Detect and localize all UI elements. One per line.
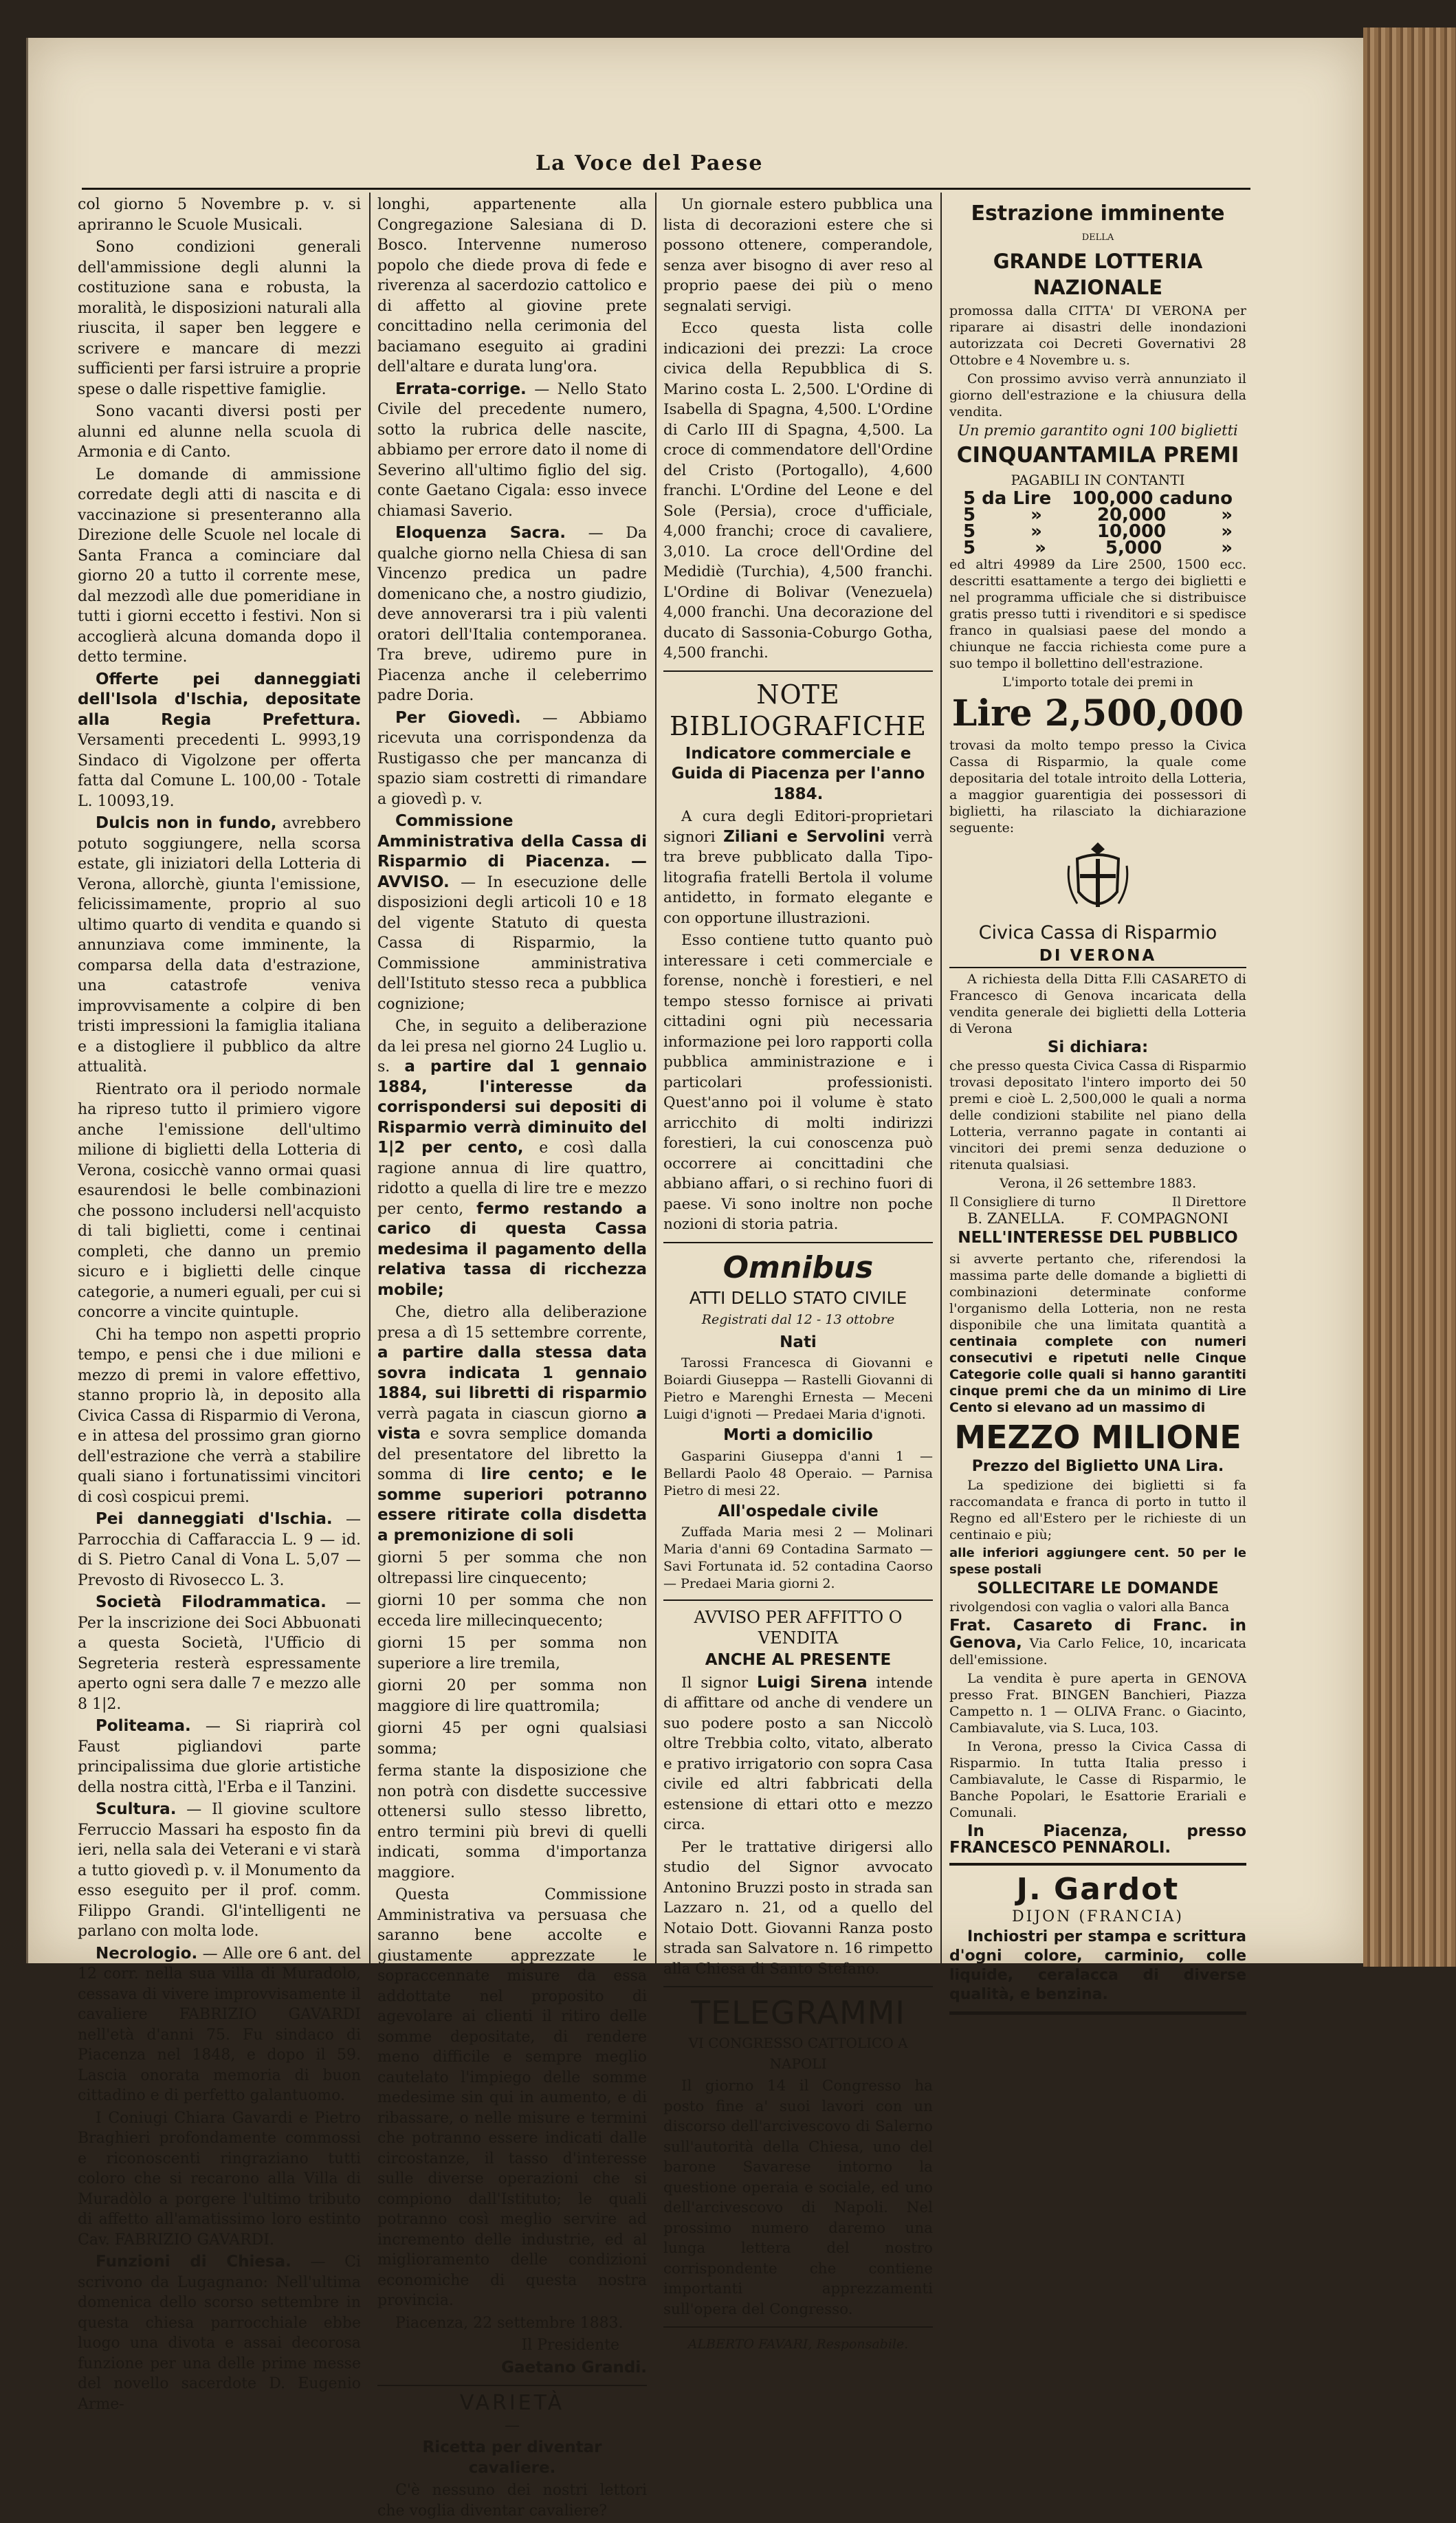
article-heading: Società Filodrammatica. [96,1593,327,1611]
article-heading: Ricetta per diventar cavaliere. [422,2438,602,2477]
ad-subheading: SOLLECITARE LE DOMANDE [977,1580,1219,1597]
article-paragraph: C'è nessuno dei nostri lettori che voglia diventar cavaliere? [377,2482,647,2520]
article-text: Versamenti precedenti L. 9993,19 Sindaco di Vigolzone per offerta fatta dal Comune L. 100,00 - Totale L. 10093,19. [78,732,361,810]
ad-text: Con prossimo avviso verrà annunziato il giorno dell'estrazione e la chiusura della vendita. [949,371,1246,419]
article-paragraph: col giorno 5 Novembre p. v. si apriranno le Scuole Musicali. [78,196,361,234]
ad-emphasis: Frat. Casareto di Franc. in Genova, [949,1617,1246,1652]
signatory-title: Il Direttore [1171,1194,1246,1210]
binding-edge [1363,28,1456,1967]
section-rule [663,1599,933,1601]
article-emphasis: a partire dal 1 gennaio 1884, l'interesse da corrispondersi sui depositi di Risparmio verrà diminuito del 1|2 per cento, [377,1058,647,1157]
column-divider [655,193,657,1967]
masthead-title: La Voce del Paese [536,151,764,175]
prize-mark: » [1221,505,1233,525]
ad-big-heading: J. Gardot [1016,1872,1180,1907]
prize-value: 10,000 [1096,521,1167,542]
ad-text: si avverte pertanto che, riferendosi la massima parte delle domande a biglietti di combinazioni determinate conforme l'organismo della Lotteria, non ne resta disponibile che una limitata quantità a [949,1252,1246,1333]
ad-heading: CINQUANTAMILA PREMI [956,443,1239,468]
ad-emphasis: In Piacenza, presso FRANCESCO PENNAROLI. [949,1822,1246,1857]
article-heading: Funzioni di Chiesa. [96,2253,291,2271]
section-rule [949,967,1246,968]
prize-value: 20,000 [1096,505,1167,525]
signatory-name: B. ZANELLA. [967,1210,1066,1227]
section-heading: VARIETÀ [459,2391,565,2415]
ad-subheading: DIJON (FRANCIA) [1012,1908,1184,1925]
section-rule [663,670,933,672]
prize-mark: » [1030,505,1042,525]
article-heading: Errata-corrige. [395,380,527,398]
article-paragraph: Questa Commissione Amministrativa va persuasa che saranno bene accolte e giustamente apprezzate le sopraccennate misure da essa addottate nel proposito di agevolare ai clienti il ritiro delle somme depositate, di rendere meno difficile e sempre meglio cautelato l'impiego delle somme medesime sin qui in aumento, e di ribassare, o nelle misure e termini che potranno essere indicati dalle circostanze, il tasso d'interesse sulle diverse operazioni che si compiono dall'Istituto; le quali potranno così meglio servire ad incremento delle industrie, ed al miglioramento delle condizioni economiche di questa nostra provincia. [377,1886,647,2309]
section-rule [949,1863,1246,1866]
article-paragraph: Ecco questa lista colle indicazioni dei prezzi: La croce civica della Repubblica di S. Marino costa L. 2,500. L'Ordine di Isabella di Spagna, 4,500. L'Ordine di Carlo III di Spagna, 4,500. La croce di commendatore dell'Ordine del Cristo (Portogallo), 4,600 franchi. L'Ordine del Leone e del Sole (Persia), croce d'ufficiale, 4,000 franchi; croce di cavaliere, 3,010. La croce dell'Ordine del Medidiè (Turchia), 4,500 franchi. L'Ordine di Bolivar (Venezuela) 4,000 franchi. Una decorazione del ducato di Sassonia-Coburgo Gotha, 4,500 franchi. [663,320,933,662]
coat-of-arms-icon [1063,838,1132,921]
article-text: — Si riaprirà col Faust pigliandovi parte principalissima due glorie artistiche della nostra città, l'Erba e il Tanzini. [78,1718,361,1796]
article-text: — Alle ore 6 ant. del 12 corr. nella sua villa di Muradolo, cessava di vivere improvvisamente il cavaliere FABRIZIO GAVARDI nell'età d'anni 75. Fu sindaco di Piacenza nel 1848, e dopo il 59. Lascia onorata memoria di buon cittadino e di perfetto galantuomo. [78,1945,361,2104]
subsection-label: Nati [780,1333,817,1351]
article-emphasis: Luigi Sirena [756,1673,868,1692]
subsection-note: Registrati dal 12 - 13 ottobre [701,1312,895,1327]
prize-count: 5 [963,538,976,558]
tier-line: giorni 5 per somma che non oltrepassi lire cinquecento; [377,1549,647,1587]
signatory-name: Gaetano Grandi. [501,2358,647,2377]
section-rule [663,1986,933,1987]
column-4-ads [949,195,1246,2022]
prize-count: 5 da Lire [963,488,1052,509]
article-text: e sovra semplice domanda del presentatore del libretto la somma di [377,1426,648,1483]
article-text: verrà tra breve pubblicato dalla Tipo-litografia fratelli Bertola il volume antidetto, in formato elegante e con opportune illustrazioni. [663,828,933,927]
ad-text: A richiesta della Ditta F.lli CASARETO di Francesco di Genova incaricata della vendita generale dei biglietti della Lotteria di Verona [949,972,1246,1036]
article-paragraph: Sono condizioni generali dell'ammissione degli alunni la costituzione sana e robusta, la moralità, le disposizioni naturali alla riuscita, il saper ben leggere e scrivere e mancare di mezzi sufficienti per farsi istruire a proprie spese o dalle rispettive famiglie. [78,239,361,398]
ad-text: che presso questa Civica Cassa di Risparmio trovasi depositato l'intero importo dei 50 premi e cioè L. 2,500,000 le quali a norma delle condizioni stabilite nel piano della Lotteria, verranno pagate in contanti ai vincitori dei premi senza deduzione o ritenuta qualsiasi. [949,1058,1246,1172]
section-rule [663,1242,933,1243]
prize-value: 100,000 caduno [1072,488,1233,509]
ad-big-amount: Lire 2,500,000 [951,692,1244,734]
prize-row [949,523,1246,540]
tier-line: giorni 20 per somma non maggiore di lire quattromila; [377,1677,647,1715]
section-dash: — [505,2416,520,2434]
article-text: — Nello Stato Civile del precedente numero, sotto la rubrica delle nascite, abbiamo per errore dato il nome di Severino all'ultimo figlio del sig. conte Gaetano Cigala: esso invece chiamasi Saverio. [377,380,647,520]
article-paragraph: Un giornale estero pubblica una lista di decorazioni estere che si possono ottenere, comperandole, senza aver bisogno di aver reso al proprio paese dei più o meno segnalati servigi. [663,196,933,315]
subsection-label: All'ospedale civile [718,1502,879,1520]
notice-date: Piacenza, 22 settembre 1883. [395,2314,624,2332]
signatory-name: F. COMPAGNONI [1101,1210,1228,1227]
article-emphasis: a partire dalla stessa data sovra indicata 1 gennaio 1884, sui libretti di risparmio [377,1344,647,1402]
registry-text: Gasparini Giuseppa d'anni 1 — Bellardi Paolo 48 Operaio. — Parnisa Pietro di mesi 22. [663,1448,933,1498]
prize-mark: » [1221,521,1233,542]
prize-count: 5 [963,521,976,542]
ad-tagline: Un premio garantito ogni 100 biglietti [958,422,1238,439]
article-text: A cura degli Editori-proprietari signori [663,808,933,846]
column-divider [369,193,371,1967]
article-paragraph: Sono vacanti diversi posti per alunni ed alunne nella scuola di Armonia e di Canto. [78,403,361,461]
article-paragraph: Chi ha tempo non aspetti proprio tempo, e pensi che i due milioni e mezzo di premi in valore effettivo, stanno proprio là, in deposito alla Civica Cassa di Risparmio di Verona, e in attesa del prossimo gran giorno dell'estrazione che verrà a stabilire quali siano i fortunatissimi vincitori di così cospicui premi. [78,1326,361,1506]
ad-heading: Civica Cassa di Risparmio [978,922,1217,943]
ad-text: L'importo totale dei premi in [1002,675,1193,690]
article-paragraph: I Coniugi Chiara Gavardi e Pietro Braghieri profondamente commossi e riconoscenti ringraziano tutti coloro che si recarono alla Villa di Muradòlo a porgere l'ultimo tributo di affetto all'amatissimo loro estinto Cav. FABRIZIO GAVARDI. [78,2109,361,2249]
article-text: Il signor [681,1674,749,1692]
ad-subheading: Si dichiara: [1047,1038,1149,1056]
ad-emphasis: centinaia complete con numeri consecutivi e ripetuti nelle Cinque Categorie colle quali si hanno garantiti cinque premi che da un minimo di Lire Cento si elevano ad un massimo di [949,1334,1246,1415]
section-heading: NOTE BIBLIOGRAFICHE [670,679,927,741]
article-paragraph: Rientrato ora il periodo normale ha ripreso tutto il primiero vigore anche l'emissione dell'ultimo milione di biglietti della Lotteria di Verona, cosicchè vanno ormai quasi esaurendosi le belle combinazioni che possono includersi nell'acquisto di tali biglietti, come i centinai completi, che danno un premio sicuro e i biglietti delle cinque categorie, a numeri eguali, per cui si concorre a vincite quintuple. [78,1080,361,1321]
section-heading: Omnibus [723,1249,874,1285]
article-paragraph: Il giorno 14 il Congresso ha posto fine a' suoi lavori con un discorso dell'arcivescovo di Salerno sull'autorità della Chiesa, uno del barone Savarese intorno la questione operaia e sociale, ed uno dell'arcivescovo di Napoli. Nel prossimo numero daremo una lunga lettera del nostro corrispondente che contiene importanti apprezzamenti sull'opera del Congresso. [663,2077,933,2318]
article-paragraph: Per le trattative dirigersi allo studio del Signor avvocato Antonino Bruzzi posto in strada san Lazzaro n. 21, od a quello del Notaio Dott. Giovanni Ranza posto strada san Salvatore n. 16 rimpetto alla Chiesa di Santo Stefano. [663,1838,933,1978]
ad-text: La vendita è pure aperta in GENOVA presso Frat. BINGEN Banchieri, Piazza Campetto n. 1 — OLIVA Franc. o Giacinto, Cambiavalute, via S. Luca, 103. [949,1671,1246,1736]
article-emphasis: a vista [377,1404,647,1443]
article-text: — Ci scrivono da Lugagnano: Nell'ultima domenica dello scorso settembre in questa chiesa parrocchiale ebbe luogo una divota e assai decorosa funzione per una delle prime messe del novello sacerdote D. Eugenio Arme- [78,2253,361,2413]
section-heading: TELEGRAMMI [690,1994,905,2031]
article-heading: Indicatore commerciale e Guida di Piacenza per l'anno 1884. [671,744,925,803]
subsection-heading: ANCHE AL PRESENTE [705,1651,892,1669]
article-heading: Politeama. [96,1717,191,1735]
ad-text: Inchiostri per stampa e scrittura d'ogni colore, carminio, colle liquide, ceralacca di diverse qualità, e benzina. [949,1928,1246,2003]
article-paragraph: Le domande di ammissione corredate degli atti di nascita e di vaccinazione si presenteranno alla Direzione delle Scuole nel locale di Santa Franca a cominciare dal giorno 20 a tutto il corrente mese, dal mezzodì alle due pomeridiane in tutti i giorni eccetto i festivi. Non si accoglierà alcuna domanda dopo il detto termine. [78,466,361,666]
article-text: — Da qualche giorno nella Chiesa di san Vincenzo predica un padre domenicano che, a nostro giudizio, deve annoverarsi tra i più valenti oratori dell'Italia contemporanea. Tra breve, udiremo pure in Piacenza anche il celeberrimo padre Doria. [377,525,647,704]
ad-big-heading: MEZZO MILIONE [954,1419,1242,1456]
article-text: — Per la inscrizione dei Soci Abbuonati a questa Società, l'Ufficio di Segreteria resterà espressamente aperto ogni sera dalle 7 e mezzo alle 8 1|2. [78,1594,361,1713]
ad-label: PAGABILI IN CONTANTI [1011,472,1185,488]
registry-text: Tarossi Francesca di Giovanni e Boiardi Giuseppa — Rastelli Giovanni di Pietro e Marenghi Ernesta — Meceni Luigi d'ignoti — Predaei Maria d'ignoti. [663,1355,933,1422]
article-emphasis: Ziliani e Servolini [723,827,885,846]
column-2 [377,195,647,2523]
article-text: avrebbero potuto soggiungere, nella scorsa estate, gli iniziatori della Lotteria di Verona, allorchè, giunta l'emissione, felicissimamente, proprio al suo ultimo quarto di vendita e quando si annunziava come imminente, la comparsa della data d'estrazione, una catastrofe veniva improvvisamente a colpire di ben tristi impressioni la famiglia italiana e a distogliere il pubblico da altre attualità. [78,815,361,1075]
column-3 [663,195,933,2357]
article-heading: Necrologio. [96,1944,198,1963]
ad-text: trovasi da molto tempo presso la Civica Cassa di Risparmio, la quale come depositaria del totale introito della Lotteria, a maggior guarentigia dei possessori di biglietti, ha rilasciato la dichiarazione seguente: [949,738,1246,835]
tier-line: giorni 10 per somma che non ecceda lire millecinquecento; [377,1592,647,1630]
ad-label: DELLA [1081,232,1114,243]
ad-text: ed altri 49989 da Lire 2500, 1500 ecc. descritti esattamente a tergo dei biglietti e nel programma ufficiale che si distribuisce gratis presso tutti i rivenditori e si spedisce franco in qualsiasi paese del mondo a chiunque ne faccia richiesta come pure a suo tempo il bollettino dell'estrazione. [949,557,1246,671]
section-heading: AVVISO PER AFFITTO O VENDITA [694,1608,903,1648]
ad-emphasis: alle inferiori aggiungere cent. 50 per le spese postali [949,1546,1246,1577]
section-rule [663,2326,933,2328]
article-text: Che, in seguito a deliberazione da lei presa nel giorno 24 Luglio u. s. [377,1018,647,1075]
article-heading: Scultura. [96,1800,177,1818]
tier-line: giorni 45 per ogni qualsiasi somma; [377,1720,647,1758]
prize-count: 5 [963,505,976,525]
ad-heading: Estrazione imminente [971,201,1225,226]
newspaper-page [26,38,1363,2520]
ad-text: In Verona, presso la Civica Cassa di Risparmio. In tutta Italia presso i Cambiavalute, le Casse di Risparmio, le Banche Popolari, le Esattorie Erariali e Comunali. [949,1739,1246,1820]
registry-text: Zuffada Maria mesi 2 — Molinari Maria d'anni 69 Contadina Sarmato — Savi Fortunata id. 52 contadina Caorso — Predaei Maria giorni 2. [663,1525,933,1591]
ad-subheading: Prezzo del Biglietto UNA Lira. [971,1458,1224,1475]
prize-mark: » [1035,538,1046,558]
article-text: — In esecuzione delle disposizioni degli articoli 10 e 18 del vigente Statuto di questa Cassa di Risparmio, la Commissione amministrativa dell'Istituto stesso reca a pubblica cognizione; [377,873,647,1013]
section-rule [949,2011,1246,2015]
article-text: — Il giovine scultore Ferruccio Massari ha esposto fin da ieri, nella sala dei Veterani e vi starà a tutto giovedì p. v. il Monumento da esso eseguito per il prof. comm. Filippo Grandi. Gl'intelligenti ne parlano con molta lode. [78,1801,361,1940]
article-emphasis: lire cento; e le somme superiori potranno essere ritirate colla disdetta a premonizione di soli [377,1465,647,1544]
header-rule [82,188,1250,190]
article-heading: Dulcis non in fundo, [96,814,277,832]
article-paragraph: longhi, appartenente alla Congregazione Salesiana di D. Bosco. Intervenne numeroso popolo che diede prova di fede e riverenza al sacerdozio cattolico e di affetto al giovine prete concittadino nella cerimonia del baciamano eseguito ai gradini dell'altare e durata lung'ora. [377,196,647,375]
ad-heading: GRANDE LOTTERIA NAZIONALE [993,250,1203,299]
subsection-label: Morti a domicilio [723,1426,873,1444]
responsible-editor: ALBERTO FAVARI, Responsabile. [687,2337,909,2352]
article-paragraph: Esso contiene tutto quanto può interessare i ceti commerciale e forense, nonchè i forestieri, e nel tempo stesso fornisce ai privati cittadini ogni più necessaria informazione pei loro rapporti colla pubblica amministrazione e i particolari professionisti. Quest'anno poi il volume è stato arricchito di molti indirizzi forestieri, la cui conoscenza può occorrere ai concittadini che abbiano affari, o si rechino fuori di paese. Vi sono inoltre non poche nozioni di storia patria. [663,932,933,1233]
column-divider [940,193,942,1967]
article-emphasis: fermo restando a carico di questa Cassa medesima il pagamento della relativa tassa di ricchezza mobile; [377,1199,647,1299]
prize-mark: » [1030,521,1042,542]
section-rule [377,2385,647,2386]
prize-mark: » [1221,538,1233,558]
article-heading: Pei danneggiati d'Ischia. [96,1510,333,1528]
ad-text: promossa dalla CITTA' DI VERONA per riparare ai disastri delle inondazioni autorizzata coi Decreti Governativi 28 Ottobre e 4 Novembre u. s. [949,303,1246,368]
subsection-heading: VI CONGRESSO CATTOLICO A NAPOLI [688,2035,908,2072]
article-heading: Per Giovedì. [395,708,521,727]
article-paragraph: ferma stante la disposizione che non potrà con disdette successive ottenersi sullo stesso libretto, entro termini più brevi di quelli indicati, somma d'importanza maggiore. [377,1762,647,1881]
article-text: intende di affittare od anche di vendere un suo podere posto a san Niccolò oltre Trebbia colto, vitato, alberato e prativo irrigatorio con sopra Casa civile ed altri fabbricati della estensione di ettari otto e mezzo circa. [663,1674,933,1833]
ad-text: Via Carlo Felice, 10, incaricata dell'emissione. [949,1636,1246,1668]
signatory-title: Il Presidente [521,2337,619,2354]
article-text: — Abbiamo ricevuta una corrispondenza da Rustigasso che per mancanza di spazio siam costretti di rimandare a giovedì p. v. [377,709,647,808]
ad-date: Verona, il 26 settembre 1883. [999,1176,1197,1191]
ad-subheading: DI VERONA [1039,947,1157,965]
signatory-titles [949,1194,1246,1210]
tier-line: giorni 15 per somma non superiore a lire tremila, [377,1635,647,1672]
article-text: e così dalla ragione annua di lire quattro, ridotto a quella di lire tre e mezzo per cento, [377,1139,647,1218]
ad-text: La spedizione dei biglietti si fa raccomandata e franca di porto in tutto il Regno ed all'Estero per le richieste di un centinaio e più; [949,1478,1246,1542]
prize-row [949,540,1246,556]
signatory-names [949,1210,1246,1227]
article-heading: Commissione Amministrativa della Cassa di Risparmio di Piacenza. — AVVISO. [377,812,647,891]
column-1 [78,195,361,2416]
ad-heading: NELL'INTERESSE DEL PUBBLICO [958,1229,1238,1247]
article-text: — Parrocchia di Caffaraccia L. 9 — id. di S. Pietro Canal di Vona L. 5,07 — Prevosto di Rivosecco L. 3. [78,1511,361,1589]
ad-text: rivolgendosi con vaglia o valori alla Banca [949,1599,1230,1615]
article-heading: Offerte pei danneggiati dell'Isola d'Ischia, depositate alla Regia Prefettura. [78,670,361,729]
article-text: verrà pagata in ciascun giorno [377,1405,628,1423]
prize-value: 5,000 [1105,538,1162,558]
signatory-title: Il Consigliere di turno [949,1194,1096,1210]
subsection-heading: ATTI DELLO STATO CIVILE [689,1287,907,1308]
article-heading: Eloquenza Sacra. [395,524,566,542]
article-text: Che, dietro alla deliberazione presa a dì 15 settembre corrente, [377,1304,647,1342]
